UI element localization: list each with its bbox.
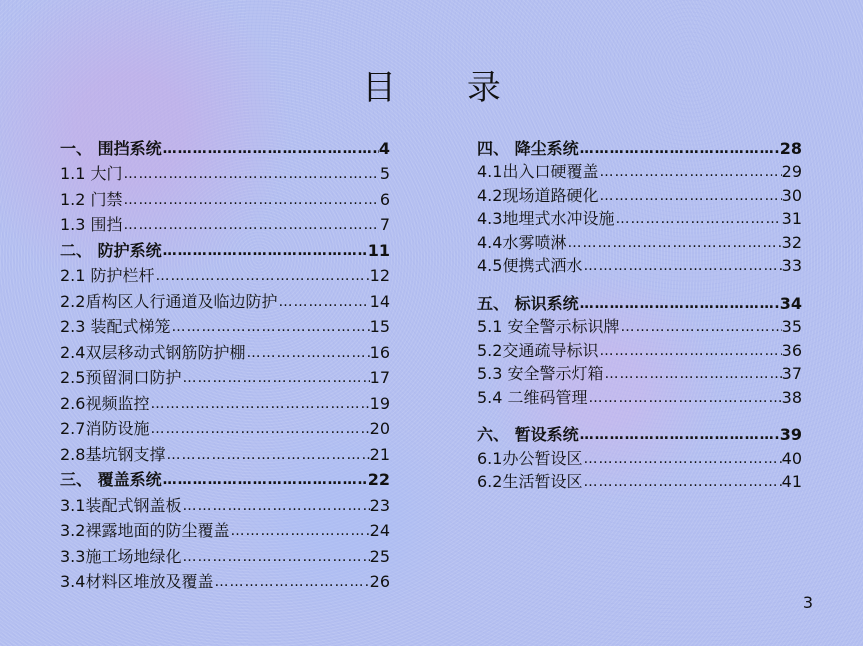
toc-section-heading[interactable] — [60, 465, 390, 491]
toc-page-number: 37 — [781, 364, 802, 383]
toc-leader-dots — [598, 186, 781, 206]
toc-entry-title: 2.4双层移动式钢筋防护棚 — [60, 342, 246, 362]
toc-entry[interactable] — [60, 159, 390, 185]
toc-leader-dots — [582, 472, 781, 492]
toc-page-number: 31 — [781, 209, 802, 228]
toc-entry-title: 4.3地埋式水冲设施 — [477, 209, 615, 228]
toc-leader-dots — [277, 292, 369, 312]
toc-leader-dots — [165, 445, 369, 465]
toc-entry[interactable] — [60, 516, 390, 542]
toc-entry[interactable] — [60, 261, 390, 287]
toc-entry-title: 5.2交通疏导标识 — [477, 340, 599, 360]
toc-entry[interactable] — [477, 159, 802, 183]
toc-page-number: 6 — [379, 189, 390, 209]
toc-leader-dots — [149, 394, 369, 414]
toc-page-number: 26 — [369, 572, 390, 591]
toc-leader-dots — [123, 215, 380, 235]
toc-entry-title: 2.3 装配式梯笼 — [60, 317, 171, 336]
toc-leader-dots — [582, 256, 781, 276]
toc-page-number: 40 — [781, 448, 802, 468]
toc-entry-title: 5.1 安全警示标识牌 — [477, 317, 620, 336]
toc-leader-dots — [149, 419, 369, 439]
toc-entry-title: 2.6视频监控 — [60, 393, 150, 413]
toc-page-number: 34 — [779, 293, 802, 313]
toc-entry-title: 4.2现场道路硬化 — [477, 185, 599, 205]
toc-leader-dots — [123, 190, 380, 210]
toc-leader-dots — [598, 162, 781, 182]
toc-section-heading[interactable] — [477, 290, 802, 314]
toc-entry-title: 1.3 围挡 — [60, 215, 123, 234]
toc-leader-dots — [604, 364, 782, 384]
toc-leader-dots — [598, 341, 781, 361]
toc-entry-title: 4.1出入口硬覆盖 — [477, 162, 599, 181]
toc-leader-dots — [162, 241, 368, 261]
toc-entry-title: 2.5预留洞口防护 — [60, 368, 182, 387]
toc-entry-title: 6.1办公暂设区 — [477, 448, 583, 468]
toc-leader-dots — [579, 139, 780, 159]
toc-entry[interactable] — [477, 445, 802, 469]
toc-entry-title: 四、 降尘系统 — [477, 138, 579, 158]
toc-entry-title: 2.8基坑钢支撑 — [60, 444, 166, 464]
toc-leader-dots — [566, 233, 781, 253]
toc-left-column — [60, 133, 390, 592]
toc-leader-dots — [620, 317, 782, 337]
toc-entry[interactable] — [477, 469, 802, 493]
toc-entry[interactable] — [60, 388, 390, 414]
toc-page-number: 22 — [367, 470, 390, 489]
toc-entry-title: 一、 围挡系统 — [60, 138, 162, 158]
toc-leader-dots — [181, 547, 369, 567]
toc-leader-dots — [582, 449, 781, 469]
toc-page-number: 38 — [781, 387, 802, 407]
toc-leader-dots — [181, 368, 369, 388]
toc-entry[interactable] — [477, 229, 802, 253]
toc-entry[interactable] — [60, 210, 390, 236]
toc-leader-dots — [229, 521, 369, 541]
toc-page-number: 11 — [367, 240, 390, 260]
toc-leader-dots — [614, 209, 781, 229]
toc-page-number: 12 — [369, 266, 390, 285]
toc-entry-title: 1.1 大门 — [60, 164, 123, 183]
toc-entry-title: 3.2裸露地面的防尘覆盖 — [60, 521, 230, 540]
toc-page-number: 15 — [369, 317, 390, 336]
toc-entry[interactable] — [60, 312, 390, 338]
toc-entry-title: 2.7消防设施 — [60, 419, 150, 438]
toc-entry-title: 5.4 二维码管理 — [477, 387, 588, 407]
toc-leader-dots — [162, 139, 379, 159]
toc-entry-title: 二、 防护系统 — [60, 240, 162, 260]
toc-section-heading[interactable] — [60, 235, 390, 261]
toc-page-number: 35 — [781, 317, 802, 336]
toc-entry-title: 1.2 门禁 — [60, 189, 123, 209]
toc-page-number: 14 — [369, 291, 390, 311]
page-title: 目 录 — [362, 68, 531, 108]
toc-page-number: 4 — [378, 138, 390, 158]
toc-page-number: 5 — [379, 164, 390, 183]
toc-page-number: 24 — [369, 521, 390, 540]
toc-section-heading[interactable] — [477, 422, 802, 446]
toc-page-number: 25 — [369, 546, 390, 566]
toc-entry[interactable] — [477, 337, 802, 361]
toc-page-number: 20 — [369, 419, 390, 438]
toc-page-number: 16 — [369, 342, 390, 362]
toc-entry-title: 6.2生活暂设区 — [477, 472, 583, 491]
toc-right-column — [477, 135, 802, 492]
toc-entry-title: 3.4材料区堆放及覆盖 — [60, 572, 214, 591]
toc-page-number: 41 — [781, 472, 802, 491]
toc-page-number: 23 — [369, 495, 390, 515]
toc-page-number: 32 — [781, 232, 802, 252]
toc-page-number: 29 — [781, 162, 802, 181]
toc-entry[interactable] — [60, 337, 390, 363]
toc-entry[interactable] — [60, 541, 390, 567]
toc-page-number: 28 — [779, 138, 802, 158]
page-number: 3 — [802, 593, 813, 612]
toc-entry-title: 4.5便携式洒水 — [477, 256, 583, 275]
toc-leader-dots — [181, 496, 369, 516]
toc-leader-dots — [579, 294, 780, 314]
toc-entry-title: 5.3 安全警示灯箱 — [477, 364, 604, 383]
toc-group-spacer — [477, 276, 802, 290]
toc-entry[interactable] — [477, 182, 802, 206]
toc-entry[interactable] — [60, 490, 390, 516]
toc-leader-dots — [213, 572, 369, 592]
toc-entry-title: 三、 覆盖系统 — [60, 470, 162, 489]
toc-page-number: 33 — [781, 256, 802, 275]
toc-leader-dots — [579, 425, 780, 445]
toc-page-number: 36 — [781, 340, 802, 360]
toc-entry-title: 2.2盾构区人行通道及临边防护 — [60, 291, 278, 311]
toc-entry-title: 3.1装配式钢盖板 — [60, 495, 182, 515]
toc-entry-title: 五、 标识系统 — [477, 293, 579, 313]
toc-entry-title: 六、 暂设系统 — [477, 425, 579, 444]
toc-page-number: 17 — [369, 368, 390, 387]
toc-entry[interactable] — [60, 363, 390, 389]
toc-entry[interactable] — [60, 286, 390, 312]
toc-leader-dots — [588, 388, 782, 408]
toc-page-number: 39 — [779, 425, 802, 444]
toc-entry[interactable] — [477, 253, 802, 277]
toc-leader-dots — [123, 164, 380, 184]
toc-leader-dots — [162, 470, 368, 490]
toc-page-number: 7 — [379, 215, 390, 234]
toc-leader-dots — [245, 343, 369, 363]
toc-page-number: 21 — [369, 444, 390, 464]
toc-entry[interactable] — [477, 206, 802, 230]
toc-entry-title: 3.3施工场地绿化 — [60, 546, 182, 566]
toc-group-spacer — [477, 408, 802, 422]
toc-entry[interactable] — [60, 414, 390, 440]
toc-entry[interactable] — [60, 439, 390, 465]
toc-leader-dots — [171, 317, 370, 337]
toc-entry[interactable] — [60, 184, 390, 210]
toc-leader-dots — [155, 266, 370, 286]
toc-entry-title: 4.4水雾喷淋 — [477, 232, 567, 252]
toc-page-number: 30 — [781, 185, 802, 205]
toc-page-number: 19 — [369, 393, 390, 413]
toc-entry[interactable] — [60, 567, 390, 593]
toc-entry[interactable] — [477, 384, 802, 408]
toc-entry-title: 2.1 防护栏杆 — [60, 266, 155, 285]
toc-entry[interactable] — [477, 361, 802, 385]
toc-entry[interactable] — [477, 314, 802, 338]
toc-section-heading[interactable] — [477, 135, 802, 159]
toc-section-heading[interactable] — [60, 133, 390, 159]
